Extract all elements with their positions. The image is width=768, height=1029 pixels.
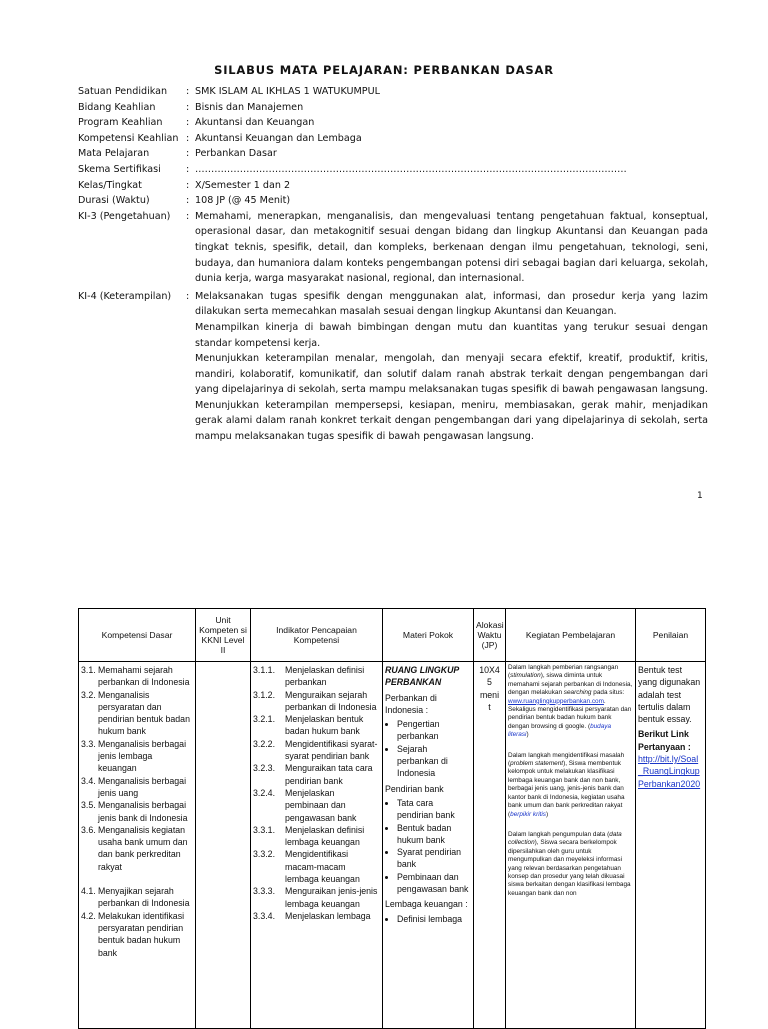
meta-value: Akuntansi dan Keuangan (195, 117, 315, 129)
kegiatan-text: pada situs: (591, 689, 625, 697)
meta-value: Perbankan Dasar (195, 148, 277, 160)
meta-label: KI-4 (Keterampilan) (78, 290, 172, 302)
kegiatan-text: ), Siswa membentuk kelompok untuk melakukan klasifikasi lembaga keuangan bank dan non bank, berbagai jenis uang, jenis-jenis bank dan kantor bank di Indonesia, kegiatan usaha bank umum dan bank perkreditan rakyat ( (508, 760, 625, 818)
list-item (253, 738, 380, 763)
kegiatan-paragraph (508, 752, 633, 819)
meta-colon: : (186, 86, 190, 97)
meta-colon: : (186, 195, 190, 207)
list-item (81, 824, 193, 873)
meta-colon: : (186, 148, 190, 160)
materi-group-title: Lembaga keuangan : (385, 899, 468, 910)
list-item (253, 848, 380, 885)
header-indikator: Indikator Pencapaian Kompetensi (251, 609, 383, 662)
indikator-number: 3.3.4. (253, 910, 276, 921)
list-item (81, 885, 193, 910)
table-row (79, 662, 706, 1029)
header-unit-kompetensi: Unit Kompeten si KKNI Level II (196, 609, 251, 662)
indikator-text: Menjelaskan pembinaan dan pengawasan bank (285, 787, 357, 823)
list-item: • Definisi lembaga (397, 913, 471, 925)
header-kegiatan-pembelajaran: Kegiatan Pembelajaran (506, 609, 636, 662)
kegiatan-text: ) (526, 731, 529, 739)
meta-label: Skema Sertifikasi (78, 163, 161, 175)
cell-indikator (251, 662, 383, 1029)
kegiatan-text: . Sekaligus mengidentifikasi persyaratan dan pendirian bentuk badan hukum bank dengan browsing di google. ( (508, 697, 632, 730)
materi-heading: RUANG LINGKUP PERBANKAN (385, 665, 459, 688)
kd-text: Melakukan identifikasi persyaratan pendirian bentuk badan hukum bank (98, 910, 185, 958)
kd-text: Menyajikan sejarah perbankan di Indonesia (98, 886, 190, 909)
indikator-number: 3.1.2. (253, 689, 276, 700)
syllabus-table (78, 608, 706, 1029)
alokasi-text: 5 (487, 677, 492, 688)
kegiatan-text: stimulation (510, 672, 541, 680)
cell-alokasi-waktu (474, 662, 506, 1029)
kd-number: 4.1. (81, 886, 96, 897)
indikator-text: Menguraikan tata cara pendirian bank (285, 763, 373, 786)
kd-text: Memahami sejarah perbankan di Indonesia (98, 665, 190, 688)
kd-text: Menganalisis berbagai jenis bank di Indonesia (98, 800, 188, 823)
kegiatan-text: ), Siswa secara berkelompok dipersilahkan oleh guru untuk mengumpulkan dan meyeleksi informasi yang relevan berdasarkan pengetahuan konsep dan prosedur yang telah dikuasai siswa berkaitan dengan klasifikasi lembaga keuangan bank dan non (508, 839, 631, 897)
indikator-text: Mengidentifikasi syarat-syarat pendirian bank (285, 738, 378, 762)
meta-value: ……………………………………………………………………………………………………………………… (195, 163, 627, 175)
meta-value: X/Semester 1 dan 2 (195, 179, 291, 191)
indikator-number: 3.2.4. (253, 787, 276, 798)
meta-label: Bidang Keahlian (78, 101, 156, 113)
list-item (81, 910, 193, 959)
materi-bullet-list (385, 718, 471, 779)
meta-row-skema (78, 162, 708, 178)
meta-colon: : (186, 163, 190, 175)
kd-number: 3.6. (81, 824, 96, 835)
kd-number: 3.4. (81, 775, 96, 786)
list-spacer (81, 873, 193, 885)
meta-value: Bisnis dan Manajemen (195, 101, 304, 113)
list-item (253, 762, 380, 787)
meta-label: KI-3 (Pengetahuan) (78, 210, 171, 222)
indikator-text: Menjelaskan bentuk badan hukum bank (285, 714, 364, 737)
meta-label: Kompetensi Keahlian (78, 132, 179, 144)
list-item: • Pembinaan dan pengawasan bank (397, 871, 471, 896)
indikator-number: 3.3.1. (253, 824, 276, 835)
meta-colon: : (186, 179, 190, 191)
meta-colon: : (186, 101, 190, 113)
cell-materi-pokok (383, 662, 474, 1029)
alokasi-text: t (488, 701, 491, 712)
meta-row-ki4 (78, 289, 708, 445)
indikator-number: 3.2.1. (253, 714, 276, 725)
kegiatan-content (508, 664, 633, 898)
kegiatan-text: problem statement (510, 760, 564, 768)
meta-value: Akuntansi Keuangan dan Lembaga (195, 132, 362, 144)
kegiatan-text: ) (546, 810, 549, 818)
syllabus-metadata (78, 84, 708, 445)
kegiatan-text: Dalam langkah mengidentifikasi masalah ( (508, 751, 625, 768)
alokasi-text: 10X4 (479, 665, 500, 675)
table-header-row (79, 609, 706, 662)
cell-kompetensi-dasar (79, 662, 196, 1029)
indikator-text: Menguraikan sejarah perbankan di Indonesia (285, 689, 377, 712)
kegiatan-text: Dalam langkah pengumpulan data ( (508, 830, 610, 838)
kd-number: 3.3. (81, 738, 96, 749)
list-item (253, 824, 380, 849)
meta-colon: : (186, 132, 190, 144)
kegiatan-highlight: budaya literasi (508, 722, 612, 739)
indikator-number: 3.3.3. (253, 886, 276, 897)
indikator-text: Menjelaskan definisi perbankan (285, 665, 365, 688)
meta-label: Mata Pelajaran (78, 148, 150, 160)
document-title: SILABUS MATA PELAJARAN: PERBANKAN DASAR (214, 63, 554, 77)
indikator-text: Menguraikan jenis-jenis lembaga keuangan (285, 886, 378, 909)
alokasi-text: meni (479, 689, 500, 700)
meta-row-program (78, 115, 708, 131)
indikator-text: Mengidentifikasi macam-macam lembaga keuangan (285, 849, 360, 885)
meta-colon: : (186, 117, 190, 129)
cell-kegiatan-pembelajaran (506, 662, 636, 1029)
kd-list (81, 664, 193, 959)
materi-bullet-list (385, 913, 471, 925)
list-item (81, 689, 193, 738)
kegiatan-text: searching (563, 689, 592, 697)
meta-colon: : (186, 290, 190, 302)
header-materi-pokok: Materi Pokok (383, 609, 474, 662)
list-item (81, 775, 193, 800)
website-link[interactable]: www.ruanglingkupperbankan.com (508, 697, 604, 705)
list-item (81, 738, 193, 775)
kegiatan-text: Dalam langkah pemberian rangsangan ( (508, 664, 619, 680)
cell-penilaian (636, 662, 706, 1029)
meta-label: Kelas/Tingkat (78, 179, 142, 191)
indikator-number: 3.2.2. (253, 738, 276, 749)
indikator-text: Menjelaskan lembaga (285, 910, 371, 921)
kegiatan-paragraph (508, 664, 633, 740)
list-item (81, 664, 193, 689)
kd-number: 3.2. (81, 689, 96, 700)
list-item: • Bentuk badan hukum bank (397, 822, 471, 847)
meta-label: Satuan Pendidikan (78, 86, 168, 97)
meta-row-durasi (78, 193, 708, 209)
meta-value: 108 JP (@ 45 Menit) (195, 195, 291, 207)
ki4-paragraph: Menampilkan kinerja di bawah bimbingan dengan mutu dan kuantitas yang terukur sesuai dengan standar kompetensi kerja. (195, 321, 708, 349)
meta-row-kelas (78, 178, 708, 194)
indikator-text: Menjelaskan definisi lembaga keuangan (285, 824, 365, 848)
kegiatan-paragraph (508, 831, 633, 898)
meta-value (195, 289, 708, 445)
kd-text: Menganalisis berbagai jenis uang (98, 775, 187, 798)
kd-number: 3.1. (81, 665, 96, 675)
list-item (253, 910, 380, 922)
indikator-number: 3.1.1. (253, 665, 276, 675)
list-item: • Tata cara pendirian bank (397, 797, 471, 822)
list-item (253, 885, 380, 910)
list-item: • Syarat pendirian bank (397, 846, 471, 871)
materi-group-title: Pendirian bank (385, 783, 444, 794)
meta-label: Durasi (Waktu) (78, 195, 150, 207)
meta-row-kompetensi (78, 131, 708, 147)
indikator-number: 3.2.3. (253, 763, 276, 774)
kd-text: Menganalisis kegiatan usaha bank umum dan dan bank perkreditan rakyat (98, 824, 188, 872)
meta-row-satuan (78, 84, 708, 100)
header-kompetensi-dasar: Kompetensi Dasar (79, 609, 196, 662)
question-link[interactable]: http://bit.ly/Soal_RuangLingkupPerbankan2020 (638, 754, 701, 789)
kd-number: 3.5. (81, 800, 96, 811)
list-item: • Sejarah perbankan di Indonesia (397, 743, 471, 780)
meta-value: SMK ISLAM AL IKHLAS 1 WATUKUMPUL (195, 86, 380, 97)
meta-colon: : (186, 210, 190, 222)
meta-row-ki3 (78, 209, 708, 287)
materi-bullet-list (385, 797, 471, 895)
indikator-number: 3.3.2. (253, 849, 276, 860)
ki4-paragraph: Melaksanakan tugas spesifik dengan menggunakan alat, informasi, dan prosedur kerja yang lazim dilakukan serta memecahkan masalah sesuai dengan lingkup Akuntansi dan Keuangan. (195, 290, 708, 318)
kegiatan-text: data collection (508, 830, 622, 847)
list-item (253, 689, 380, 714)
header-penilaian: Penilaian (636, 609, 706, 662)
meta-label: Program Keahlian (78, 117, 163, 129)
kd-text: Menganalisis berbagai jenis lembaga keuangan (98, 738, 187, 774)
ki4-paragraph: Menunjukkan keterampilan menalar, mengolah, dan menyaji secara efektif, kreatif, produktif, kritis, mandiri, kolaboratif, komunikatif, dan solutif dalam ranah abstrak terkait dengan pengembangan dari yang dipelajarinya di sekolah, serta mampu melaksanakan tugas spesifik di bawah pengawasan langsung. (195, 353, 708, 396)
list-item (253, 664, 380, 689)
meta-row-mapel (78, 146, 708, 162)
meta-row-bidang (78, 100, 708, 116)
kegiatan-highlight: berpikir kritis (510, 810, 547, 818)
kd-number: 4.2. (81, 910, 96, 921)
header-alokasi-waktu: Alokasi Waktu (JP) (474, 609, 506, 662)
kd-text: Menganalisis persyaratan dan pendirian bentuk badan hukum bank (98, 689, 190, 737)
meta-value: Memahami, menerapkan, menganalisis, dan mengevaluasi tentang pengetahuan faktual, konseptual, operasional dasar, dan metakognitif sesuai dengan bidang dan lingkup Akuntansi dan Keuangan pada tingkat teknis, spesifik, detail, dan kompleks, berkenaan dengan ilmu pengetahuan, teknologi, seni, budaya, dan humaniora dalam konteks pengembangan potensi diri sebagai bagian dari keluarga, sekolah, dunia kerja, warga masyarakat nasional, regional, dan internasional. (195, 210, 708, 285)
list-item (253, 787, 380, 824)
kegiatan-text: ), siswa diminta untuk memahami sejarah perbankan di Indonesia, dengan melakukan (508, 672, 633, 697)
cell-unit-kompetensi (196, 662, 251, 1029)
list-item (81, 799, 193, 824)
ki4-paragraph: Menunjukkan keterampilan mempersepsi, kesiapan, meniru, membiasakan, gerak mahir, menjadikan gerak alami dalam ranah konkret terkait dengan pengembangan dari yang dipelajarinya di sekolah, serta mampu melaksanakan tugas spesifik di bawah pengawasan langsung. (195, 399, 708, 443)
page-number: 1 (697, 491, 703, 501)
indikator-list (253, 664, 380, 922)
penilaian-link-title: Berikut Link Pertanyaan : (638, 729, 691, 752)
list-item (253, 713, 380, 738)
list-item: • Pengertian perbankan (397, 718, 471, 743)
materi-group-title: Perbankan di Indonesia : (385, 692, 437, 715)
penilaian-text: Bentuk test yang digunakan adalah test tertulis dalam bentuk essay. (638, 665, 701, 725)
